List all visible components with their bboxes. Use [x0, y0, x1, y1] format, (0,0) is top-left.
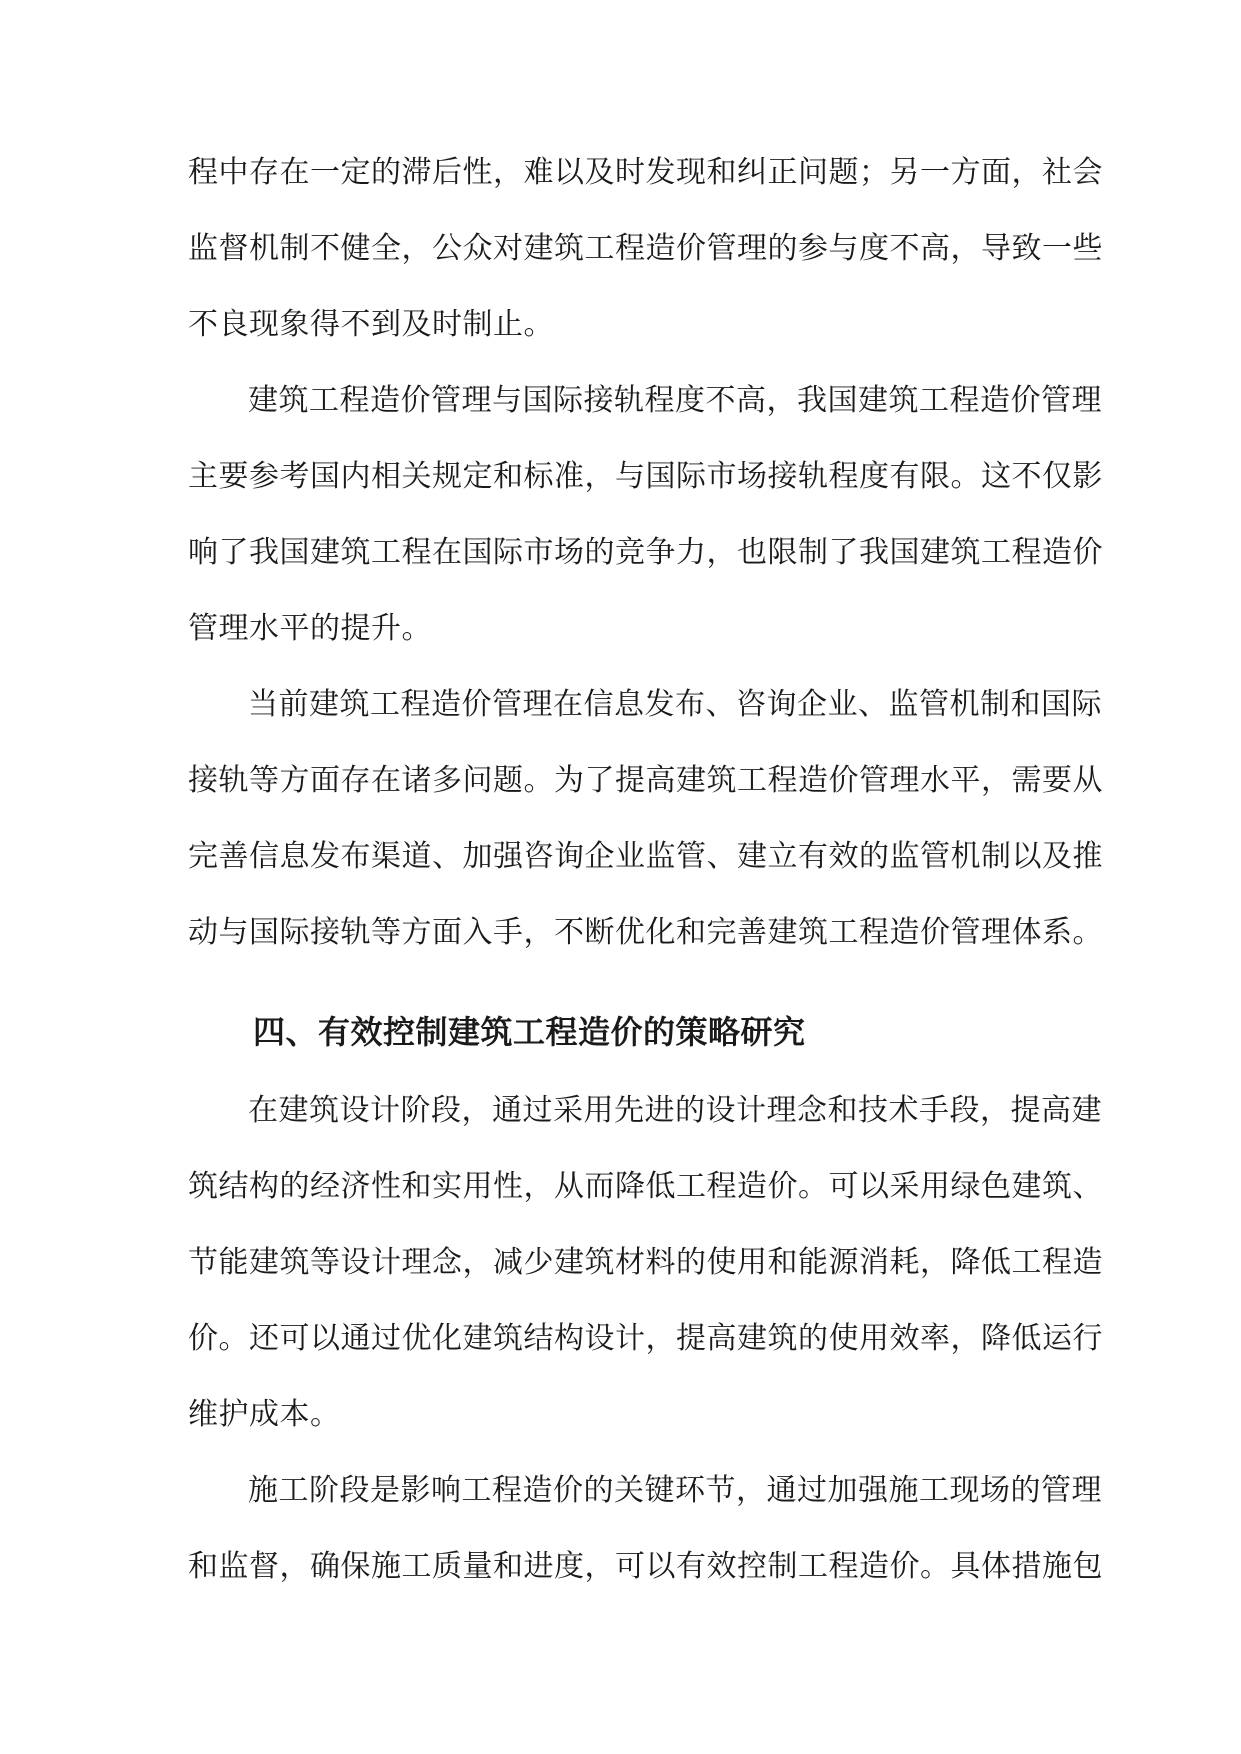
- text-block-bottom: [188, 1073, 1103, 1605]
- paragraph-3-line-3: 完善信息发布渠道、加强咨询企业监管、建立有效的监管机制以及推: [188, 839, 1103, 874]
- paragraph-3-line-2: 接轨等方面存在诸多问题。为了提高建筑工程造价管理水平，需要从: [188, 763, 1103, 798]
- section-heading: 四、有效控制建筑工程造价的策略研究: [253, 1013, 806, 1051]
- paragraph-1-line-2: 监督机制不健全，公众对建筑工程造价管理的参与度不高，导致一些: [188, 231, 1103, 266]
- paragraph-5-line-2: 和监督，确保施工质量和进度，可以有效控制工程造价。具体措施包: [188, 1549, 1103, 1584]
- paragraph-4-line-3: 节能建筑等设计理念，减少建筑材料的使用和能源消耗，降低工程造: [188, 1245, 1103, 1280]
- paragraph-2-line-1: 建筑工程造价管理与国际接轨程度不高，我国建筑工程造价管理: [248, 383, 1102, 418]
- paragraph-4-line-4: 价。还可以通过优化建筑结构设计，提高建筑的使用效率，降低运行: [188, 1321, 1103, 1356]
- text-block-top: [188, 135, 1103, 971]
- paragraph-3-line-1: 当前建筑工程造价管理在信息发布、咨询企业、监管机制和国际: [248, 687, 1102, 722]
- paragraph-2-line-2: 主要参考国内相关规定和标准，与国际市场接轨程度有限。这不仅影: [188, 459, 1103, 494]
- paragraph-4-line-5: 维护成本。: [188, 1397, 341, 1432]
- paragraph-2-line-3: 响了我国建筑工程在国际市场的竞争力，也限制了我国建筑工程造价: [188, 535, 1103, 570]
- paragraph-4-line-1: 在建筑设计阶段，通过采用先进的设计理念和技术手段，提高建: [248, 1093, 1102, 1128]
- paragraph-4-line-2: 筑结构的经济性和实用性，从而降低工程造价。可以采用绿色建筑、: [188, 1169, 1103, 1204]
- paragraph-3-line-4: 动与国际接轨等方面入手，不断优化和完善建筑工程造价管理体系。: [188, 915, 1103, 950]
- paragraph-5-line-1: 施工阶段是影响工程造价的关键环节，通过加强施工现场的管理: [248, 1473, 1102, 1508]
- paragraph-1-line-3: 不良现象得不到及时制止。: [188, 307, 554, 342]
- paragraph-2-line-4: 管理水平的提升。: [188, 611, 432, 646]
- paragraph-1-line-1: 程中存在一定的滞后性，难以及时发现和纠正问题；另一方面，社会: [188, 155, 1103, 190]
